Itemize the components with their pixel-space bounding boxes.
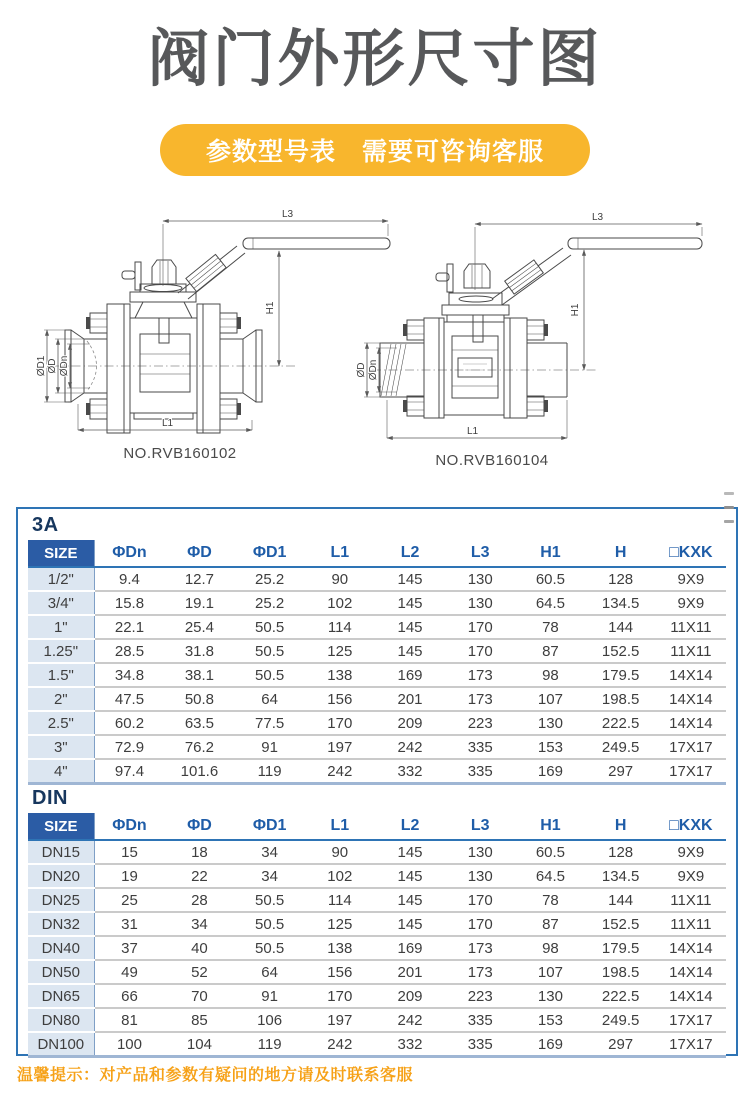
- dimension-cell: 134.5: [586, 591, 656, 615]
- dimension-cell: 242: [375, 735, 445, 759]
- spec-row: [28, 615, 726, 639]
- size-cell: 3": [28, 735, 94, 759]
- dimension-cell: 179.5: [586, 936, 656, 960]
- dimension-cell: 145: [375, 864, 445, 888]
- dimension-cell: 134.5: [586, 864, 656, 888]
- column-header: L1: [305, 540, 375, 567]
- column-header: ΦDn: [94, 540, 164, 567]
- dimension-cell: 170: [445, 639, 515, 663]
- size-cell: 3/4": [28, 591, 94, 615]
- spec-row: [28, 1032, 726, 1057]
- dimension-cell: 37: [94, 936, 164, 960]
- dimension-cell: 15: [94, 840, 164, 864]
- spec-row: [28, 960, 726, 984]
- column-header: □KXK: [656, 540, 726, 567]
- dimension-cell: 60.5: [515, 567, 585, 591]
- edge-mark: [724, 506, 734, 509]
- dimension-cell: 60.2: [94, 711, 164, 735]
- page-title: 阀门外形尺寸图: [147, 25, 603, 94]
- dimension-cell: 130: [445, 567, 515, 591]
- size-cell: DN40: [28, 936, 94, 960]
- edge-mark: [724, 492, 734, 495]
- page-edge-marks: [724, 492, 736, 523]
- dimension-cell: 144: [586, 615, 656, 639]
- valve-body: [65, 304, 262, 433]
- spec-row: [28, 888, 726, 912]
- dimension-cell: 169: [375, 663, 445, 687]
- dimension-cell: 335: [445, 1008, 515, 1032]
- dimension-cell: 11X11: [656, 615, 726, 639]
- spec-row: [28, 912, 726, 936]
- dimension-cell: 242: [305, 759, 375, 784]
- dimension-cell: 130: [515, 984, 585, 1008]
- column-header: □KXK: [656, 813, 726, 840]
- dimension-cell: 198.5: [586, 687, 656, 711]
- dimension-cell: 64.5: [515, 864, 585, 888]
- size-cell: DN15: [28, 840, 94, 864]
- column-header: H1: [515, 813, 585, 840]
- dimension-cell: 11X11: [656, 888, 726, 912]
- dimension-cell: 50.8: [164, 687, 234, 711]
- dimension-cell: 119: [235, 759, 305, 784]
- dimension-cell: 170: [305, 984, 375, 1008]
- dimension-cell: 85: [164, 1008, 234, 1032]
- dimension-cell: 18: [164, 840, 234, 864]
- dimension-cell: 14X14: [656, 663, 726, 687]
- dimension-cell: 70: [164, 984, 234, 1008]
- size-cell: DN32: [28, 912, 94, 936]
- size-cell: 1.5": [28, 663, 94, 687]
- column-header: L3: [445, 813, 515, 840]
- dim-label-d: ØD: [356, 362, 367, 378]
- banner-pill: [160, 124, 590, 176]
- spec-table-3a: [28, 540, 726, 785]
- column-header: L3: [445, 540, 515, 567]
- dimension-cell: 145: [375, 888, 445, 912]
- dimension-cell: 25: [94, 888, 164, 912]
- dimension-cell: 201: [375, 960, 445, 984]
- size-cell: DN50: [28, 960, 94, 984]
- dimension-cell: 170: [445, 888, 515, 912]
- column-header: L2: [375, 813, 445, 840]
- dimension-cell: 201: [375, 687, 445, 711]
- drawing-model-number: NO.RVB160102: [123, 445, 237, 462]
- column-header: ΦD: [164, 540, 234, 567]
- dimension-cell: 173: [445, 960, 515, 984]
- dimension-cell: 170: [445, 615, 515, 639]
- dimension-cell: 114: [305, 615, 375, 639]
- dim-label-l3: L3: [282, 209, 294, 220]
- dimension-cell: 9X9: [656, 591, 726, 615]
- dimension-cell: 64: [235, 687, 305, 711]
- dimension-cell: 156: [305, 960, 375, 984]
- dimension-cell: 50.5: [235, 888, 305, 912]
- dimension-cell: 242: [375, 1008, 445, 1032]
- dimension-cell: 209: [375, 984, 445, 1008]
- dimension-cell: 223: [445, 711, 515, 735]
- dimension-cell: 102: [305, 591, 375, 615]
- dimension-cell: 28.5: [94, 639, 164, 663]
- column-header: ΦD1: [235, 813, 305, 840]
- dimension-cell: 22.1: [94, 615, 164, 639]
- dimension-cell: 170: [305, 711, 375, 735]
- dimension-cell: 153: [515, 1008, 585, 1032]
- dimension-cell: 66: [94, 984, 164, 1008]
- dimension-cell: 332: [375, 1032, 445, 1057]
- dim-label-h1: H1: [570, 303, 581, 317]
- dimension-cell: 98: [515, 936, 585, 960]
- dimension-cell: 50.5: [235, 936, 305, 960]
- dimension-cell: 14X14: [656, 960, 726, 984]
- spec-row: [28, 840, 726, 864]
- dimension-cell: 173: [445, 936, 515, 960]
- size-cell: 1.25": [28, 639, 94, 663]
- dimension-cell: 242: [305, 1032, 375, 1057]
- dimension-cell: 9X9: [656, 864, 726, 888]
- dimension-cell: 90: [305, 567, 375, 591]
- dimension-lines: [364, 224, 702, 438]
- dimension-cell: 107: [515, 687, 585, 711]
- size-cell: 2.5": [28, 711, 94, 735]
- dimension-cell: 78: [515, 615, 585, 639]
- dimension-cell: 138: [305, 936, 375, 960]
- dimension-cell: 50.5: [235, 912, 305, 936]
- dimension-cell: 249.5: [586, 1008, 656, 1032]
- dimension-cell: 173: [445, 687, 515, 711]
- dimension-cell: 104: [164, 1032, 234, 1057]
- dimension-cell: 77.5: [235, 711, 305, 735]
- spec-row: [28, 567, 726, 591]
- column-header: H1: [515, 540, 585, 567]
- spec-row: [28, 984, 726, 1008]
- dimension-cell: 60.5: [515, 840, 585, 864]
- dim-label-l1: L1: [467, 426, 479, 437]
- dimension-cell: 14X14: [656, 984, 726, 1008]
- dimension-cell: 9X9: [656, 567, 726, 591]
- dimension-cell: 130: [445, 840, 515, 864]
- dimension-cell: 9.4: [94, 567, 164, 591]
- size-cell: DN65: [28, 984, 94, 1008]
- dimension-cell: 145: [375, 840, 445, 864]
- size-cell: DN20: [28, 864, 94, 888]
- dimension-cell: 153: [515, 735, 585, 759]
- dimension-cell: 145: [375, 591, 445, 615]
- dimension-cell: 12.7: [164, 567, 234, 591]
- dimension-cell: 91: [235, 735, 305, 759]
- drawing-model-number: NO.RVB160104: [435, 452, 549, 469]
- dimension-cell: 50.5: [235, 663, 305, 687]
- column-header: L2: [375, 540, 445, 567]
- dimension-cell: 87: [515, 639, 585, 663]
- size-cell: 1": [28, 615, 94, 639]
- dimension-cell: 169: [515, 1032, 585, 1057]
- dimension-cell: 144: [586, 888, 656, 912]
- dimension-cell: 22: [164, 864, 234, 888]
- dimension-cell: 34.8: [94, 663, 164, 687]
- dim-label-dn: ØDn: [368, 359, 379, 381]
- valve-drawing-clamp-end: [10, 196, 400, 471]
- dimension-cell: 15.8: [94, 591, 164, 615]
- dimension-cell: 100: [94, 1032, 164, 1057]
- dim-label-l3: L3: [592, 212, 604, 223]
- dimension-cell: 19: [94, 864, 164, 888]
- banner-text: 参数型号表 需要可咨询客服: [205, 138, 544, 166]
- dim-label-dn: ØDn: [59, 355, 70, 377]
- header-row: [28, 813, 726, 840]
- dimension-cell: 81: [94, 1008, 164, 1032]
- dimension-cell: 17X17: [656, 735, 726, 759]
- spec-table-din: [28, 813, 726, 1058]
- dimension-cell: 179.5: [586, 663, 656, 687]
- spec-row: [28, 864, 726, 888]
- size-cell: DN80: [28, 1008, 94, 1032]
- dimension-cell: 125: [305, 639, 375, 663]
- dimension-cell: 332: [375, 759, 445, 784]
- dimension-cell: 152.5: [586, 639, 656, 663]
- dimension-cell: 38.1: [164, 663, 234, 687]
- dimension-cell: 9X9: [656, 840, 726, 864]
- dimension-cell: 145: [375, 615, 445, 639]
- section-title-din: DIN: [32, 787, 68, 809]
- dimension-cell: 11X11: [656, 639, 726, 663]
- dimension-cell: 107: [515, 960, 585, 984]
- dimension-cell: 222.5: [586, 711, 656, 735]
- dimension-cell: 14X14: [656, 687, 726, 711]
- dimension-cell: 34: [164, 912, 234, 936]
- dimension-cell: 152.5: [586, 912, 656, 936]
- size-cell: 1/2": [28, 567, 94, 591]
- spec-row: [28, 759, 726, 784]
- dimension-cell: 156: [305, 687, 375, 711]
- dimension-cell: 197: [305, 1008, 375, 1032]
- dimension-cell: 64: [235, 960, 305, 984]
- dimension-cell: 49: [94, 960, 164, 984]
- spec-row: [28, 711, 726, 735]
- dimension-cell: 63.5: [164, 711, 234, 735]
- dimension-cell: 335: [445, 1032, 515, 1057]
- dimension-cell: 169: [375, 936, 445, 960]
- dimension-cell: 25.2: [235, 567, 305, 591]
- dimension-cell: 52: [164, 960, 234, 984]
- dimension-cell: 40: [164, 936, 234, 960]
- size-cell: DN25: [28, 888, 94, 912]
- dimension-cell: 297: [586, 1032, 656, 1057]
- spec-row: [28, 1008, 726, 1032]
- spec-tables-container: [16, 507, 738, 1056]
- valve-body: [380, 315, 567, 418]
- valve-drawing-weld-end: [352, 200, 747, 480]
- dimension-cell: 17X17: [656, 759, 726, 784]
- spec-row: [28, 687, 726, 711]
- dimension-cell: 106: [235, 1008, 305, 1032]
- dimension-cell: 14X14: [656, 711, 726, 735]
- dimension-cell: 14X14: [656, 936, 726, 960]
- dimension-cell: 34: [235, 840, 305, 864]
- dimension-cell: 87: [515, 912, 585, 936]
- dimension-cell: 138: [305, 663, 375, 687]
- dimension-cell: 170: [445, 912, 515, 936]
- dim-label-d1: ØD1: [36, 355, 47, 377]
- column-header: SIZE: [28, 813, 94, 840]
- size-cell: 2": [28, 687, 94, 711]
- dimension-cell: 102: [305, 864, 375, 888]
- dimension-cell: 173: [445, 663, 515, 687]
- dimension-cell: 25.2: [235, 591, 305, 615]
- header-row: [28, 540, 726, 567]
- valve-handle: [492, 238, 702, 305]
- dimension-cell: 197: [305, 735, 375, 759]
- dimension-cell: 31.8: [164, 639, 234, 663]
- footer-tip: 温馨提示：对产品和参数有疑问的地方请及时联系客服: [17, 1067, 414, 1084]
- dimension-cell: 19.1: [164, 591, 234, 615]
- dimension-cell: 101.6: [164, 759, 234, 784]
- dimension-cell: 78: [515, 888, 585, 912]
- dimension-cell: 98: [515, 663, 585, 687]
- column-header: SIZE: [28, 540, 94, 567]
- dimension-cell: 145: [375, 912, 445, 936]
- column-header: H: [586, 540, 656, 567]
- dimension-cell: 119: [235, 1032, 305, 1057]
- dimension-cell: 90: [305, 840, 375, 864]
- dimension-cell: 97.4: [94, 759, 164, 784]
- section-title-3a: 3A: [32, 514, 59, 536]
- dimension-cell: 249.5: [586, 735, 656, 759]
- dimension-cell: 11X11: [656, 912, 726, 936]
- dimension-cell: 125: [305, 912, 375, 936]
- dimension-cell: 17X17: [656, 1008, 726, 1032]
- column-header: L1: [305, 813, 375, 840]
- valve-stem-and-mount: [122, 260, 196, 318]
- dimension-cell: 145: [375, 639, 445, 663]
- dimension-cell: 25.4: [164, 615, 234, 639]
- spec-row: [28, 735, 726, 759]
- dimension-cell: 209: [375, 711, 445, 735]
- dimension-cell: 222.5: [586, 984, 656, 1008]
- dimension-cell: 72.9: [94, 735, 164, 759]
- spec-row: [28, 591, 726, 615]
- valve-stem-and-mount: [436, 264, 509, 322]
- dimension-cell: 31: [94, 912, 164, 936]
- dimension-cell: 335: [445, 759, 515, 784]
- dim-label-h1: H1: [265, 301, 276, 315]
- dimension-cell: 64.5: [515, 591, 585, 615]
- column-header: H: [586, 813, 656, 840]
- column-header: ΦD1: [235, 540, 305, 567]
- dimension-cell: 17X17: [656, 1032, 726, 1057]
- edge-mark: [724, 520, 734, 523]
- dimension-cell: 130: [445, 864, 515, 888]
- dimension-cell: 34: [235, 864, 305, 888]
- dimension-cell: 50.5: [235, 639, 305, 663]
- dimension-cell: 335: [445, 735, 515, 759]
- dimension-cell: 130: [445, 591, 515, 615]
- dimension-cell: 223: [445, 984, 515, 1008]
- dimension-cell: 130: [515, 711, 585, 735]
- spec-row: [28, 639, 726, 663]
- dimension-cell: 47.5: [94, 687, 164, 711]
- size-cell: DN100: [28, 1032, 94, 1057]
- dimension-cell: 145: [375, 567, 445, 591]
- dimension-cell: 76.2: [164, 735, 234, 759]
- dimension-cell: 198.5: [586, 960, 656, 984]
- dimension-cell: 128: [586, 567, 656, 591]
- dimension-cell: 28: [164, 888, 234, 912]
- dimension-cell: 114: [305, 888, 375, 912]
- size-cell: 4": [28, 759, 94, 784]
- dimension-cell: 91: [235, 984, 305, 1008]
- spec-row: [28, 663, 726, 687]
- dim-label-d: ØD: [47, 358, 58, 374]
- dimension-cell: 169: [515, 759, 585, 784]
- dimension-cell: 50.5: [235, 615, 305, 639]
- spec-row: [28, 936, 726, 960]
- dimension-cell: 297: [586, 759, 656, 784]
- column-header: ΦD: [164, 813, 234, 840]
- dimension-cell: 128: [586, 840, 656, 864]
- column-header: ΦDn: [94, 813, 164, 840]
- dim-label-l1: L1: [162, 418, 174, 429]
